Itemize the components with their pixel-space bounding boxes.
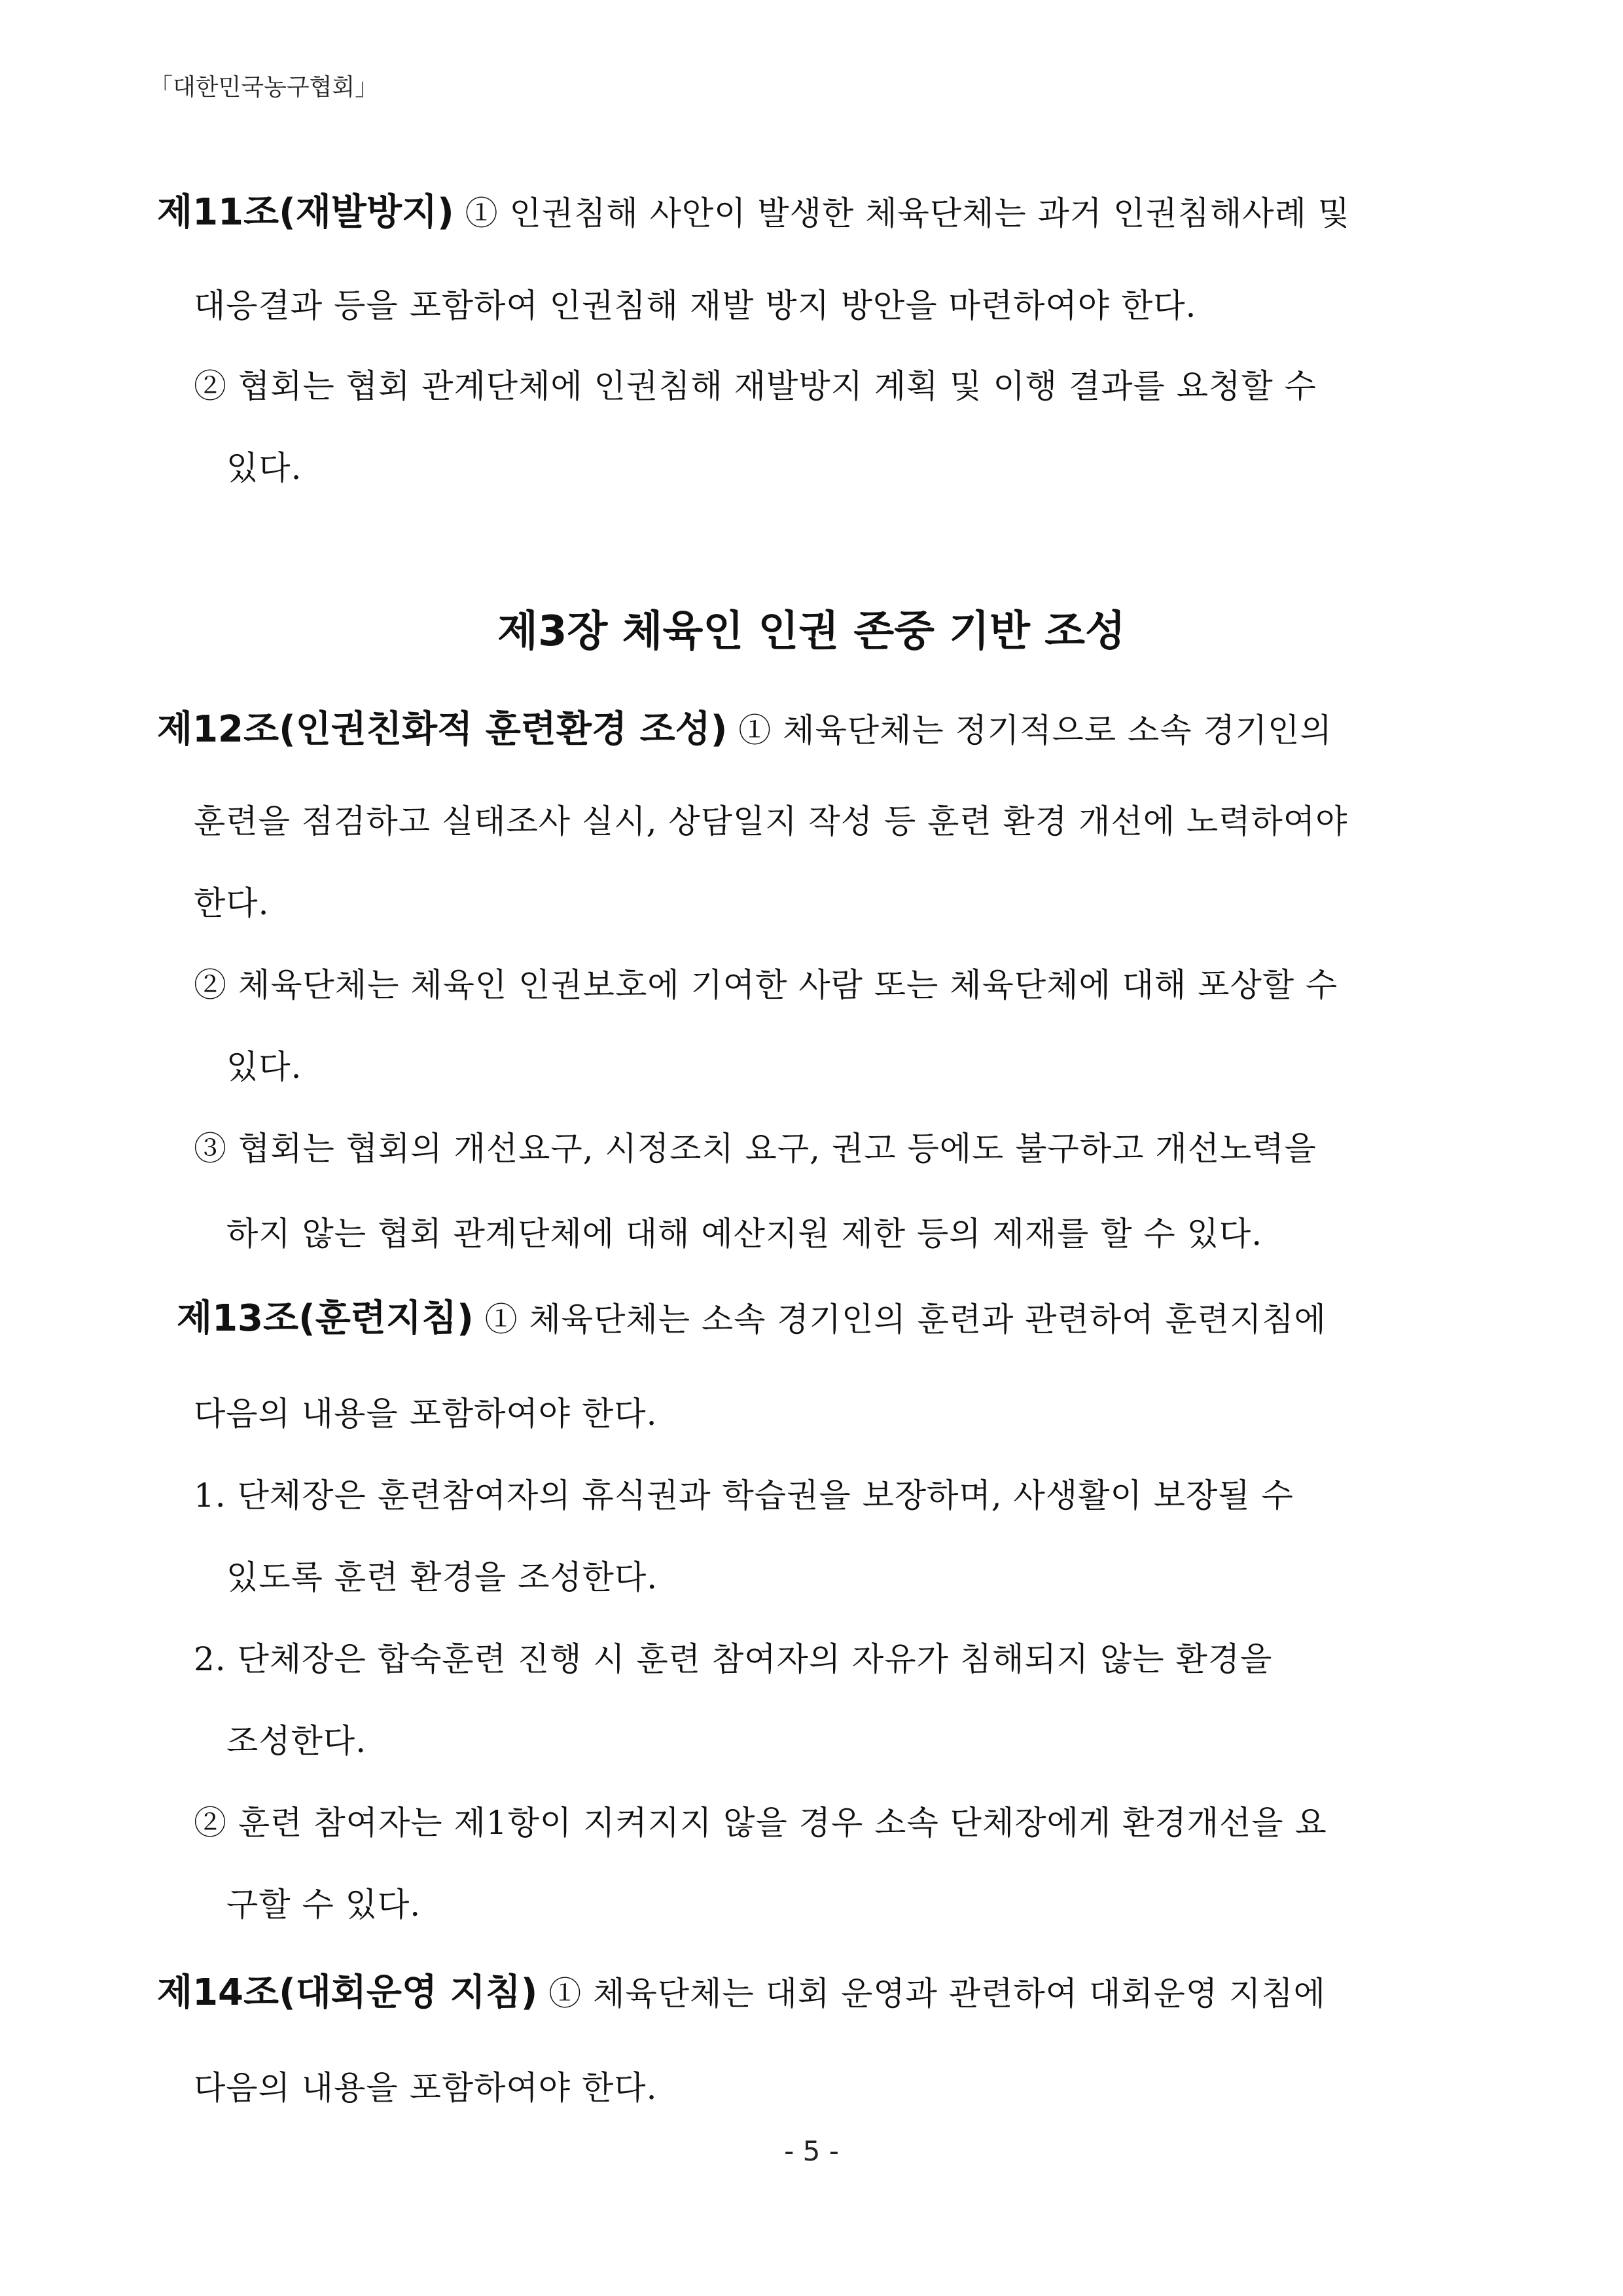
art13-item1-cont: 있도록 훈련 환경을 조성한다. xyxy=(226,1558,658,1596)
art11-p1-cont: 대응결과 등을 포함하여 인권침해 재발 방지 방안을 마련하여야 한다. xyxy=(194,287,1197,325)
art11-p2: ② 협회는 협회 관계단체에 인권침해 재발방지 계획 및 이행 결과를 요청할 수 xyxy=(194,367,1317,405)
art12-p1: ① 체육단체는 정기적으로 소속 경기인의 xyxy=(727,711,1332,749)
art13-p1: ① 체육단체는 소속 경기인의 훈련과 관련하여 훈련지침에 xyxy=(473,1300,1327,1338)
art11-p1: ① 인권침해 사안이 발생한 체육단체는 과거 인권침해사례 및 xyxy=(454,194,1351,232)
header-org: 「대한민국농구협회」 xyxy=(149,74,379,101)
art12-title: 제12조(인권친화적 훈련환경 조성) xyxy=(157,708,728,751)
art14-p1-cont: 다음의 내용을 포함하여야 한다. xyxy=(194,2069,658,2107)
art13-p1-cont: 다음의 내용을 포함하여야 한다. xyxy=(194,1395,658,1433)
art11-line1 xyxy=(157,193,1350,233)
page-number: - 5 - xyxy=(784,2135,839,2167)
art13-item2-cont: 조성한다. xyxy=(226,1722,367,1760)
art12-line1 xyxy=(157,710,1332,750)
art13-title: 제13조(훈련지침) xyxy=(177,1297,474,1340)
art14-line1 xyxy=(157,1973,1326,2013)
art12-p3-cont: 하지 않는 협회 관계단체에 대해 예산지원 제한 등의 제재를 할 수 있다. xyxy=(226,1215,1263,1253)
art13-item2: 2. 단체장은 합숙훈련 진행 시 훈련 참여자의 자유가 침해되지 않는 환경을 xyxy=(194,1640,1273,1678)
art11-title: 제11조(재발방지) xyxy=(157,191,454,234)
art13-p2: ② 훈련 참여자는 제1항이 지켜지지 않을 경우 소속 단체장에게 환경개선을 요 xyxy=(194,1804,1327,1842)
art12-p3: ③ 협회는 협회의 개선요구, 시정조치 요구, 권고 등에도 불구하고 개선노력을 xyxy=(194,1130,1317,1168)
chapter-title: 제3장 체육인 인권 존중 기반 조성 xyxy=(497,607,1126,656)
art11-p2-cont: 있다. xyxy=(226,449,302,487)
art12-p2-cont: 있다. xyxy=(226,1048,302,1086)
art13-item1: 1. 단체장은 훈련참여자의 휴식권과 학습권을 보장하며, 사생활이 보장될 수 xyxy=(194,1477,1294,1515)
art12-p1-cont2: 한다. xyxy=(194,884,270,922)
art12-p1-cont1: 훈련을 점검하고 실태조사 실시, 상담일지 작성 등 훈련 환경 개선에 노력하여야 xyxy=(194,802,1348,840)
art14-p1: ① 체육단체는 대회 운영과 관련하여 대회운영 지침에 xyxy=(537,1975,1326,2013)
art13-p2-cont: 구할 수 있다. xyxy=(226,1886,421,1924)
art13-line1 xyxy=(177,1299,1327,1339)
art14-title: 제14조(대회운영 지침) xyxy=(157,1971,538,2014)
art12-p2: ② 체육단체는 체육인 인권보호에 기여한 사람 또는 체육단체에 대해 포상할 수 xyxy=(194,966,1338,1004)
